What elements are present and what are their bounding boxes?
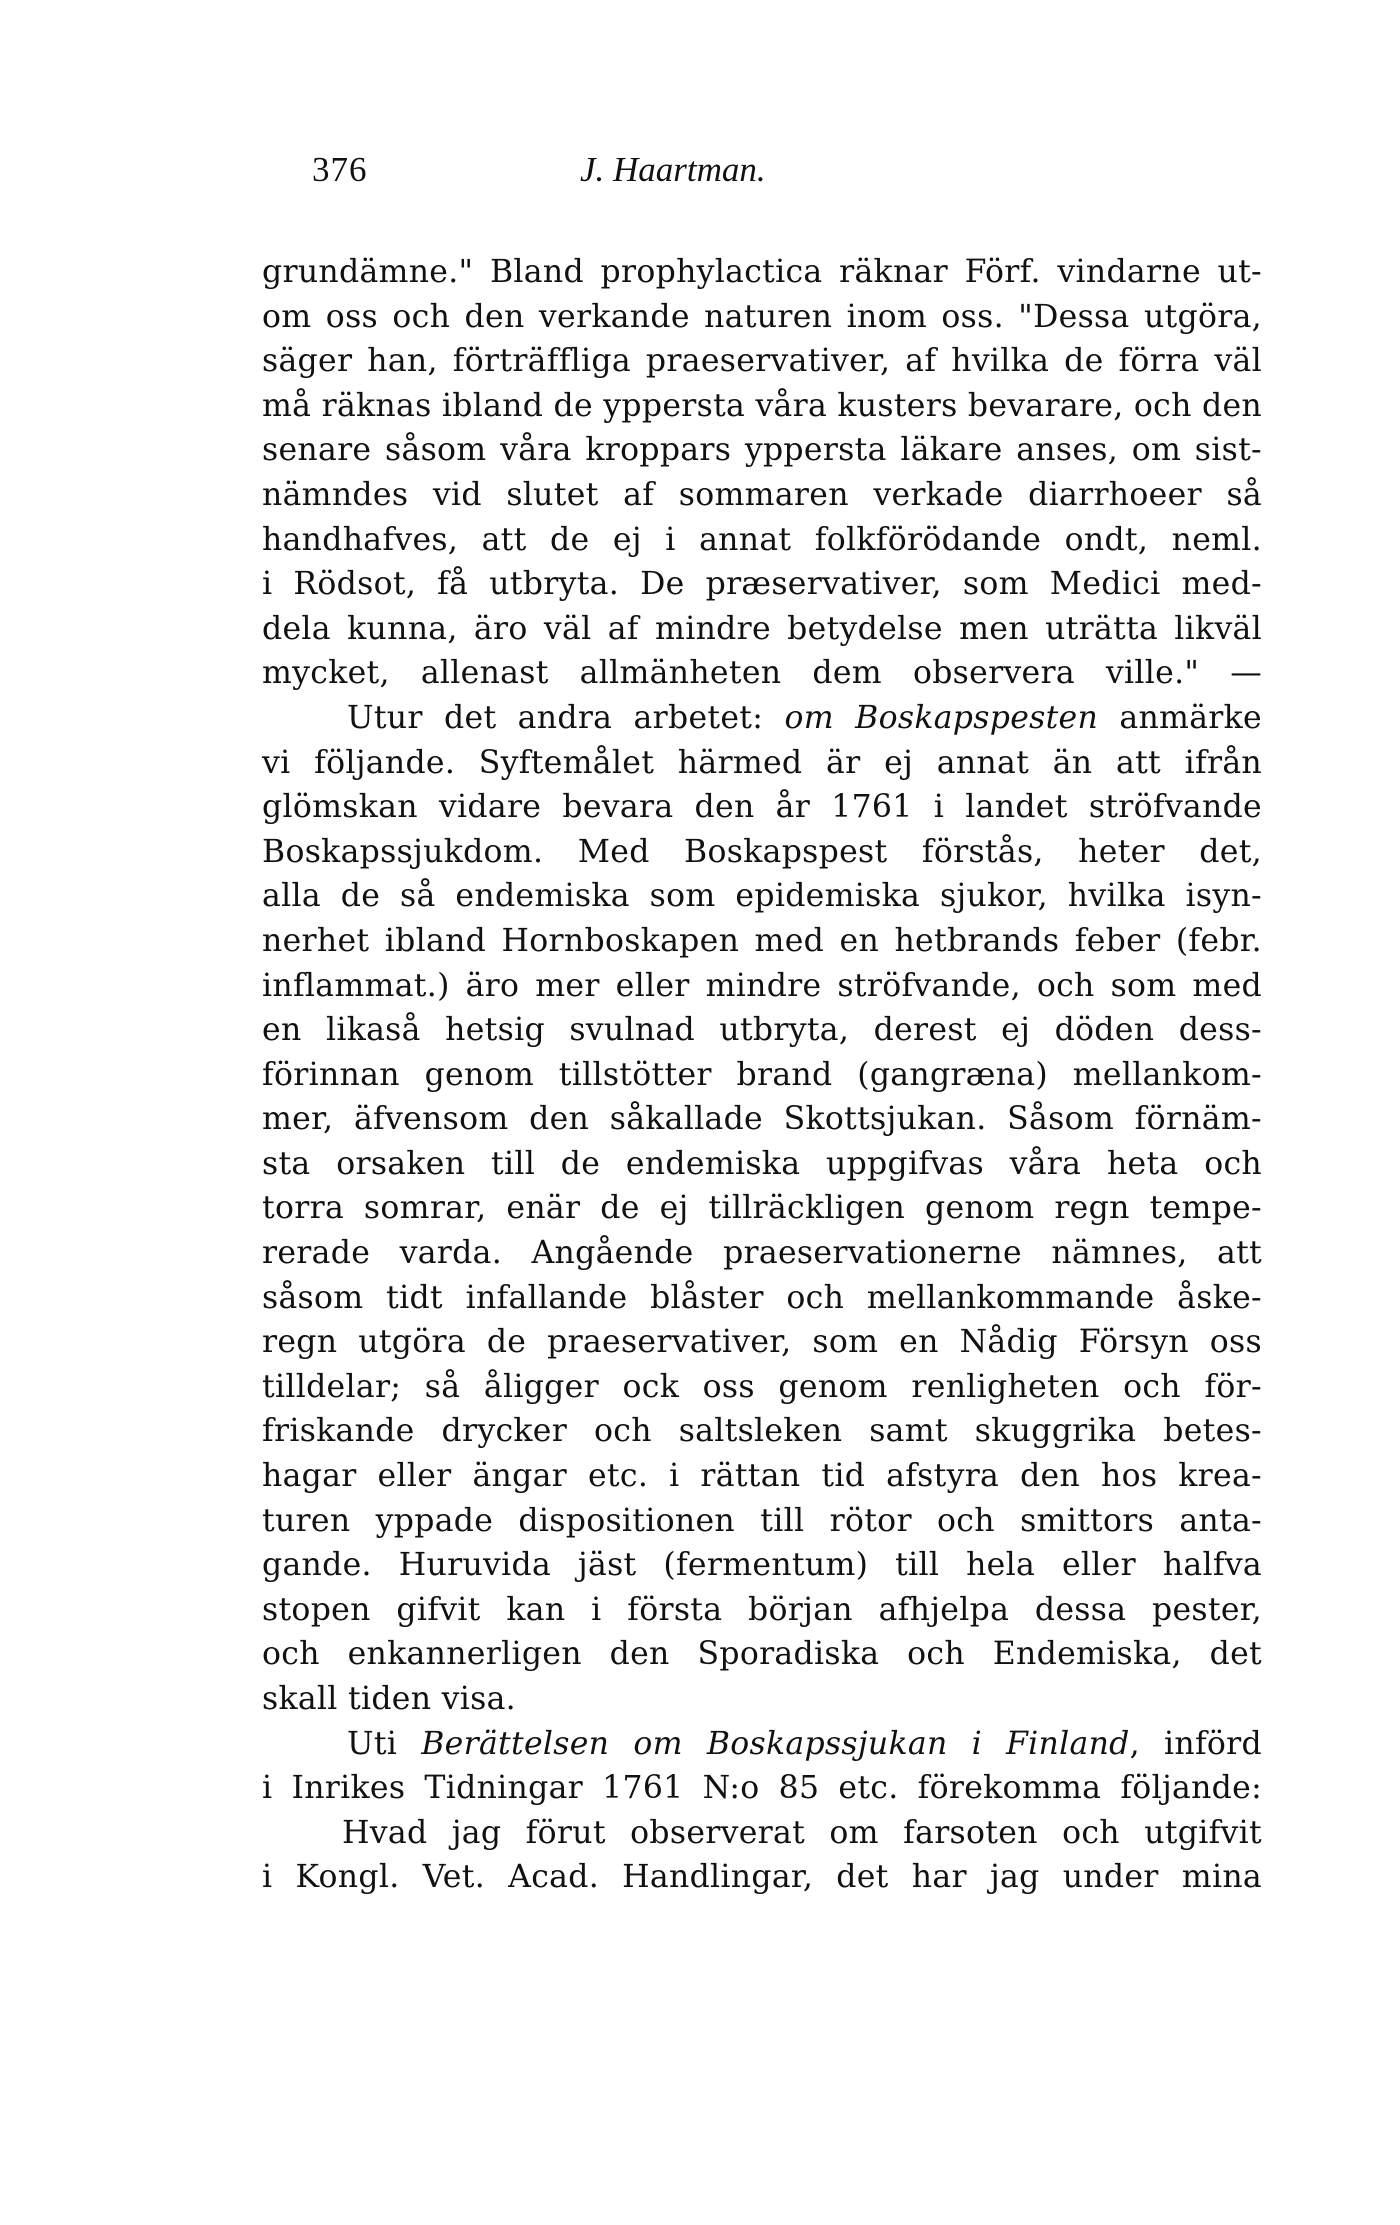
text-line: regn utgöra de praeservativer, som en Nådig Försyn oss: [262, 1324, 1262, 1361]
italic-word: om: [633, 1725, 683, 1762]
text-line: handhafves, att de ej i annat folkförödande ondt, neml.: [262, 521, 1262, 558]
text-line-paragraph-start: [262, 1722, 1262, 1767]
text-fragment: [609, 1726, 633, 1762]
running-head: J. Haartman.: [580, 150, 766, 189]
text-line: må räknas ibland de yppersta våra kusters bevarare, och den: [262, 387, 1262, 424]
text-line: skall tiden visa.: [262, 1681, 516, 1717]
text-line: sta orsaken till de endemiska uppgifvas våra heta och: [262, 1145, 1262, 1182]
text-fragment: [948, 1726, 972, 1762]
text-line: mer, äfvensom den såkallade Skottsjukan. Såsom förnäm-: [262, 1101, 1262, 1138]
text-line: friskande drycker och saltsleken samt skuggrika betes-: [262, 1413, 1262, 1450]
text-line: i Inrikes Tidningar 1761 N:o 85 etc. förekomma följande:: [262, 1770, 1262, 1807]
text-line: rerade varda. Angående praeservationerne nämnes, att: [262, 1235, 1262, 1272]
page-header: [262, 150, 1262, 200]
text-line: nämndes vid slutet af sommaren verkade diarrhoeer så: [262, 476, 1262, 513]
text-line: vi följande. Syftemålet härmed är ej annat än att ifrån: [262, 744, 1262, 781]
text-line: turen yppade dispositionen till rötor och smittors anta-: [262, 1502, 1262, 1539]
text-line-paragraph-start: Hvad jag förut observerat om farsoten och utgifvit: [342, 1814, 1262, 1851]
text-fragment: [683, 1726, 707, 1762]
text-line: förinnan genom tillstötter brand (gangræna) mellankom-: [262, 1056, 1262, 1093]
text-line: en likaså hetsig svulnad utbryta, derest ej döden dess-: [262, 1012, 1262, 1049]
text-line: hagar eller ängar etc. i rättan tid afstyra den hos krea-: [262, 1458, 1262, 1495]
text-fragment: , införd: [1129, 1725, 1262, 1762]
book-page: [262, 150, 1262, 1900]
text-line: nerhet ibland Hornboskapen med en hetbrands feber (febr.: [262, 922, 1262, 959]
text-line: i Kongl. Vet. Acad. Handlingar, det har jag under mina: [262, 1859, 1262, 1896]
text-line: säger han, förträffliga praeservativer, af hvilka de förra väl: [262, 343, 1262, 380]
text-line: dela kunna, äro väl af mindre betydelse men uträtta likväl: [262, 610, 1262, 647]
text-line: Boskapssjukdom. Med Boskapspest förstås, heter det,: [262, 833, 1262, 870]
text-line: grundämne." Bland prophylactica räknar Förf. vindarne ut-: [262, 254, 1262, 290]
text-line-paragraph-start: [262, 696, 1262, 741]
italic-word: Berättelsen: [421, 1725, 610, 1762]
text-line: om oss och den verkande naturen inom oss. "Dessa utgöra,: [262, 298, 1262, 335]
text-line: i Rödsot, få utbryta. De præservativer, som Medici med-: [262, 566, 1262, 603]
body-text: [262, 250, 1262, 1900]
text-line: torra somrar, enär de ej tillräckligen genom regn tempe-: [262, 1190, 1262, 1227]
text-fragment: Utur det andra arbetet:: [347, 699, 785, 736]
text-line: och enkannerligen den Sporadiska och Endemiska, det: [262, 1636, 1262, 1673]
text-line: gande. Huruvida jäst (fermentum) till hela eller halfva: [262, 1547, 1262, 1584]
text-fragment: Uti: [347, 1725, 422, 1762]
text-line: stopen gifvit kan i första början afhjelpa dessa pester,: [262, 1591, 1262, 1628]
text-fragment: anmärke: [1098, 699, 1262, 736]
text-line: inflammat.) äro mer eller mindre ströfvande, och som med: [262, 967, 1262, 1004]
italic-title: om Boskapspesten: [784, 699, 1099, 736]
italic-word: i Finland: [971, 1725, 1130, 1762]
text-line: senare såsom våra kroppars yppersta läkare anses, om sist-: [262, 432, 1262, 469]
text-line: alla de så endemiska som epidemiska sjukor, hvilka isyn-: [262, 878, 1262, 915]
text-line: såsom tidt infallande blåster och mellankommande åske-: [262, 1279, 1262, 1316]
text-line: tilldelar; så åligger ock oss genom renligheten och för-: [262, 1368, 1262, 1405]
text-line: mycket, allenast allmänheten dem observera ville." —: [262, 655, 1262, 692]
page-number: 376: [312, 150, 368, 189]
italic-word: Boskapssjukan: [706, 1725, 948, 1762]
text-line: glömskan vidare bevara den år 1761 i landet ströfvande: [262, 789, 1262, 826]
